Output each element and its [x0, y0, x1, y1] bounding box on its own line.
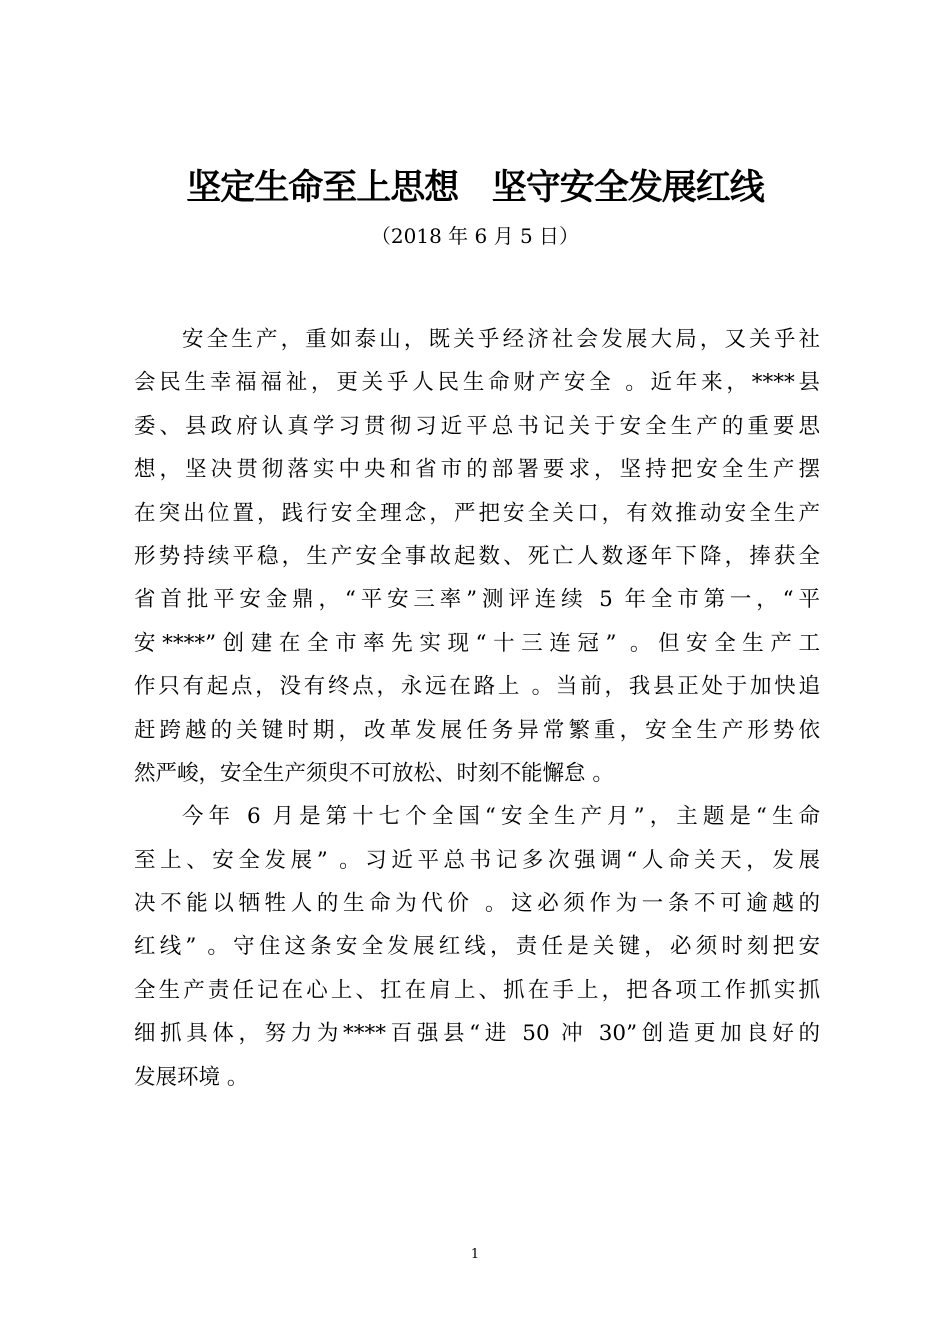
paragraph-line: 安****”创建在全市率先实现“十三连冠” 。但安全生产工: [134, 630, 820, 656]
paragraph-line: 省首批平安金鼎，“平安三率”测评连续 5 年全市第一，“平: [134, 587, 820, 613]
paragraph-line: 作只有起点，没有终点，永远在路上 。当前，我县正处于加快追: [134, 674, 820, 700]
paragraph-line: 赶跨越的关键时期，改革发展任务异常繁重，安全生产形势依: [134, 717, 820, 743]
paragraph-line: 决不能以牺牲人的生命为代价 。这必须作为一条不可逾越的: [134, 891, 820, 917]
page-number: 1: [470, 1247, 480, 1262]
paragraph-line: 红线” 。守住这条安全发展红线，责任是关键，必须时刻把安: [134, 934, 820, 960]
paragraph-line: 全生产责任记在心上、扛在肩上、抓在手上，把各项工作抓实抓: [134, 977, 820, 1003]
paragraph-line: 形势持续平稳，生产安全事故起数、死亡人数逐年下降，捧获全: [134, 543, 820, 569]
paragraph-line: 会民生幸福福祉，更关乎人民生命财产安全 。近年来，****县: [134, 370, 820, 396]
paragraph-2: [134, 795, 820, 1099]
paragraph-1: [134, 318, 820, 795]
paragraph-line: 想，坚决贯彻落实中央和省市的部署要求，坚持把安全生产摆: [134, 457, 820, 483]
paragraph-line: 安全生产，重如泰山，既关乎经济社会发展大局，又关乎社: [182, 327, 820, 352]
document-title: 坚定生命至上思想 坚守安全发展红线: [186, 168, 764, 208]
paragraph-line: 发展环境 。: [134, 1064, 249, 1090]
paragraph-line: 然严峻，安全生产须臾不可放松、时刻不能懈怠 。: [134, 760, 614, 786]
document-date: （2018 年 6 月 5 日）: [370, 224, 580, 248]
paragraph-line: 至上、安全发展” 。习近平总书记多次强调“人命关天，发展: [134, 847, 820, 873]
paragraph-line: 在突出位置，践行安全理念，严把安全关口，有效推动安全生产: [134, 500, 820, 526]
paragraph-line: 委、县政府认真学习贯彻习近平总书记关于安全生产的重要思: [134, 413, 820, 439]
paragraph-line: 细抓具体，努力为****百强县“进 50 冲 30”创造更加良好的: [134, 1021, 820, 1047]
document-body: [134, 318, 820, 1099]
paragraph-line: 今年 6 月是第十七个全国“安全生产月”，主题是“生命: [182, 804, 820, 830]
